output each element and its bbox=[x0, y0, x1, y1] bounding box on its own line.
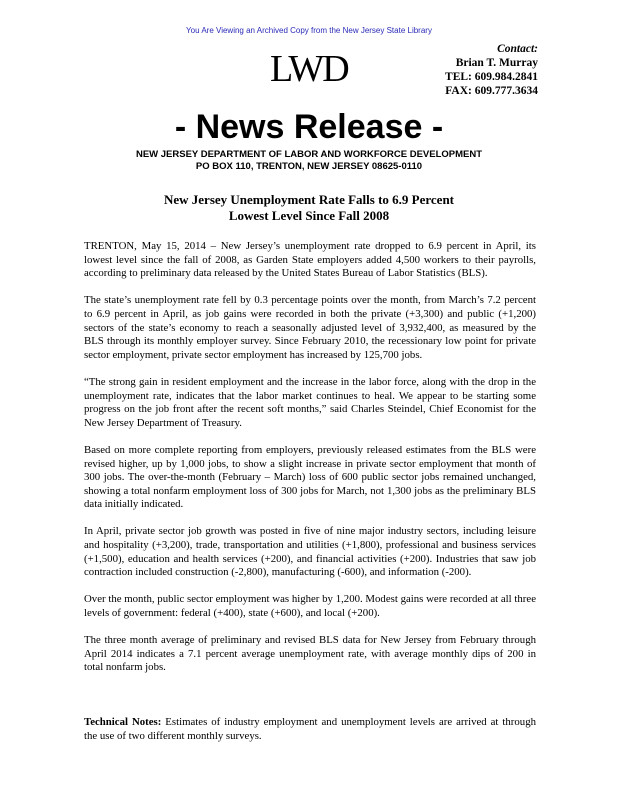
release-body bbox=[84, 240, 536, 689]
department-block bbox=[0, 149, 618, 173]
department-address: PO BOX 110, TRENTON, NEW JERSEY 08625-0110 bbox=[195, 161, 423, 172]
paragraph: The state’s unemployment rate fell by 0.3 percentage points over the month, from March’s 7.2 percent to 6.9 percent in April, as job gains were recorded in both the private (+3,300) and public (+1,200) sectors of the state’s economy to reach a seasonally adjusted level of 3,932,400, as measured by the BLS through its monthly employer survey. Since February 2010, the recessionary low point for private sector employment, private sector employment has increased by 125,700 jobs. bbox=[84, 294, 536, 361]
contact-label: Contact: bbox=[497, 43, 538, 55]
paragraph: “The strong gain in resident employment and the increase in the labor force, along with the drop in the unemployment rate, indicates that the labor market continues to heal. We appear to be starting some progress on the job front after the recent soft months,” said Charles Steindel, Chief Economist for the New Jersey Department of Treasury. bbox=[84, 375, 536, 429]
paragraph: TRENTON, May 15, 2014 – New Jersey’s unemployment rate dropped to 6.9 percent in April, its lowest level since the fall of 2008, as Garden State employers added 4,500 workers to their payrolls, according to preliminary data released by the United States Bureau of Labor Statistics (BLS). bbox=[84, 240, 536, 280]
contact-fax: FAX: 609.777.3634 bbox=[445, 85, 538, 97]
paragraph: The three month average of preliminary and revised BLS data for New Jersey from February through April 2014 indicates a 7.1 percent average unemployment rate, with average monthly dips of 200 in total nonfarm jobs. bbox=[84, 634, 536, 674]
archive-banner: You Are Viewing an Archived Copy from the New Jersey State Library bbox=[186, 26, 432, 35]
contact-block bbox=[445, 42, 538, 98]
paragraph: Over the month, public sector employment was higher by 1,200. Modest gains were recorded at all three levels of government: federal (+400), state (+600), and local (+200). bbox=[84, 593, 536, 620]
contact-name: Brian T. Murray bbox=[455, 57, 538, 69]
news-release-title: - News Release - bbox=[174, 108, 444, 146]
paragraph: In April, private sector job growth was posted in five of nine major industry sectors, including leisure and hospitality (+3,200), trade, transportation and utilities (+1,800), professional and business services (+1,500), education and health services (+200), and financial activities (+200). Industries that saw job contraction included construction (-2,800), manufacturing (-600), and information (-200). bbox=[84, 525, 536, 579]
contact-tel: TEL: 609.984.2841 bbox=[445, 71, 538, 83]
headline-line-2: Lowest Level Since Fall 2008 bbox=[228, 208, 390, 223]
department-name: NEW JERSEY DEPARTMENT OF LABOR AND WORKFORCE DEVELOPMENT bbox=[135, 149, 483, 160]
technical-notes bbox=[84, 716, 536, 743]
headline-line-1: New Jersey Unemployment Rate Falls to 6.9 Percent bbox=[163, 192, 455, 207]
technical-notes-text: Estimates of industry employment and unemployment levels are arrived at through the use of two different monthly surveys. bbox=[84, 716, 536, 742]
headline bbox=[0, 192, 618, 224]
lwd-logo: LWD bbox=[270, 48, 348, 90]
technical-notes-label: Technical Notes: bbox=[84, 716, 162, 728]
paragraph: Based on more complete reporting from employers, previously released estimates from the BLS were revised higher, up by 1,000 jobs, to show a slight increase in private sector employment that month of 300 jobs. The over-the-month (February – March) loss of 600 public sector jobs remained unchanged, showing a total nonfarm employment loss of 300 jobs for March, not 1,300 jobs as the preliminary BLS data initially indicated. bbox=[84, 443, 536, 511]
